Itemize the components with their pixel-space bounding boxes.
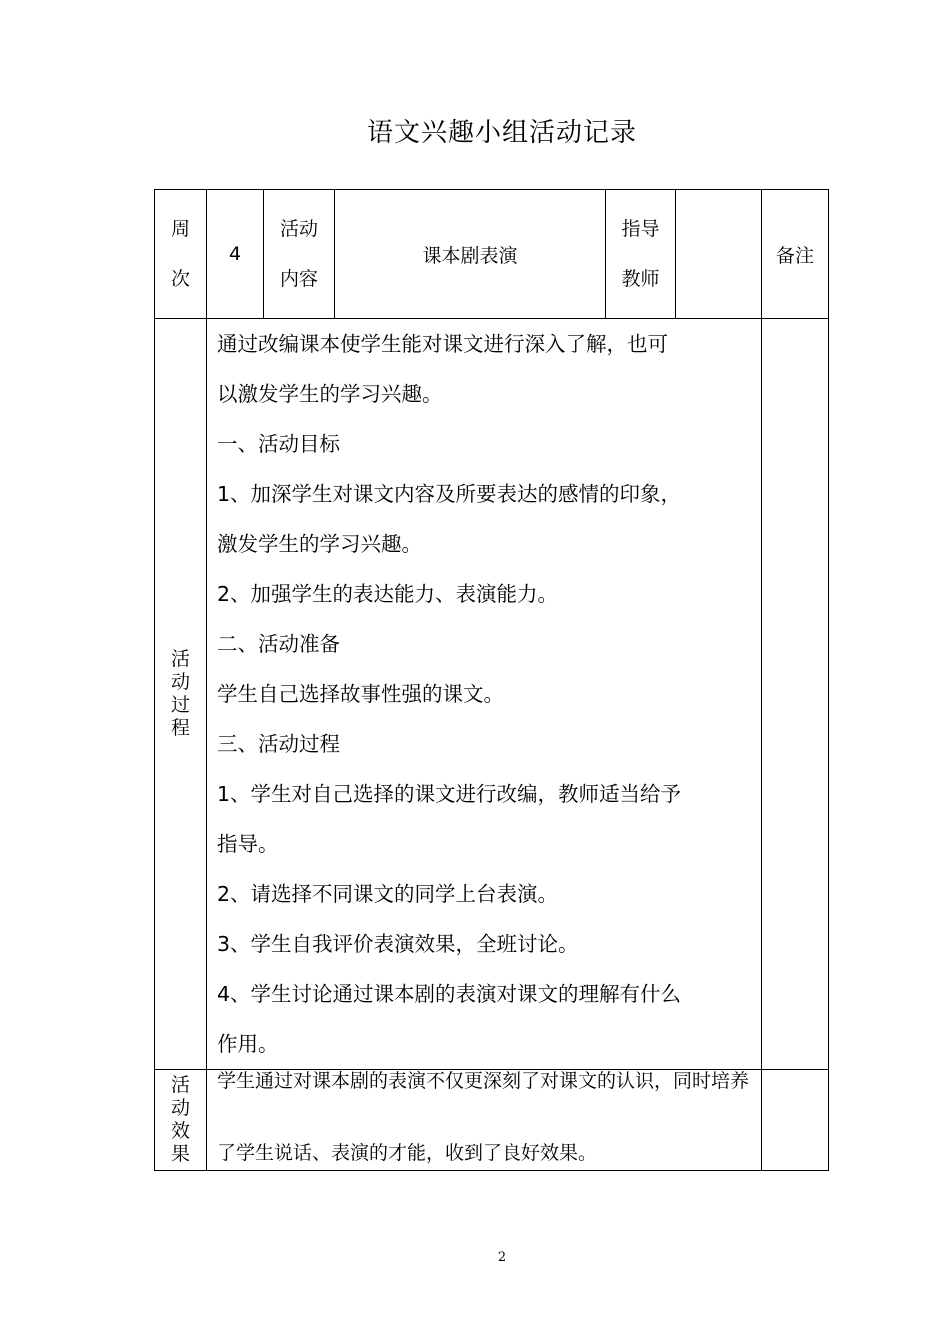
content-label-line1: 活动: [279, 218, 318, 240]
process-label-char: 动: [170, 671, 190, 693]
teacher-value-cell: [676, 190, 762, 319]
process-line: 通过改编课本使学生能对课文进行深入了解，也可: [217, 332, 668, 356]
process-line: 2、请选择不同课文的同学上台表演。: [217, 882, 559, 906]
effect-label-char: 活: [170, 1074, 190, 1096]
content-label-line2: 内容: [279, 268, 318, 290]
process-content-cell: [207, 319, 762, 1070]
remarks-label-cell: [762, 190, 829, 319]
process-label-cell: [155, 319, 207, 1070]
effect-label-char: 效: [170, 1120, 190, 1142]
process-label-char: 程: [170, 717, 190, 739]
effect-label-char: 果: [170, 1143, 190, 1165]
process-line: 指导。: [217, 832, 279, 856]
process-line: 三、活动过程: [217, 732, 340, 756]
teacher-label-line2: 教师: [621, 268, 660, 290]
header-row: [155, 190, 829, 319]
activity-record-table: [154, 189, 829, 1171]
content-value-cell: [335, 190, 606, 319]
process-line: 以激发学生的学习兴趣。: [217, 382, 443, 406]
process-line: 一、活动目标: [217, 432, 340, 456]
week-label-cell: [155, 190, 207, 319]
teacher-label-line1: 指导: [621, 218, 660, 240]
effect-row: [155, 1070, 829, 1171]
week-label-line1: 周: [170, 218, 190, 240]
process-row: [155, 319, 829, 1070]
effect-remarks-cell: [762, 1070, 829, 1171]
document-title: 语文兴趣小组活动记录: [366, 118, 637, 148]
teacher-label-cell: [606, 190, 676, 319]
process-label-char: 活: [170, 648, 190, 670]
effect-line: 了学生说话、表演的才能，收到了良好效果。: [217, 1142, 598, 1164]
effect-label-char: 动: [170, 1097, 190, 1119]
process-line: 3、学生自我评价表演效果，全班讨论。: [217, 932, 579, 956]
process-line: 作用。: [217, 1032, 279, 1056]
process-line: 1、加深学生对课文内容及所要表达的感情的印象，: [217, 482, 682, 506]
process-remarks-cell: [762, 319, 829, 1070]
content-value: 课本剧表演: [422, 244, 518, 267]
remarks-label: 备注: [775, 244, 814, 267]
page-number: 2: [497, 1250, 507, 1265]
process-line: 学生自己选择故事性强的课文。: [217, 682, 504, 706]
process-label-char: 过: [170, 694, 190, 716]
effect-label-cell: [155, 1070, 207, 1171]
process-line: 激发学生的学习兴趣。: [217, 532, 422, 556]
process-line: 二、活动准备: [217, 632, 340, 656]
process-line: 1、学生对自己选择的课文进行改编，教师适当给予: [217, 782, 682, 806]
content-label-cell: [264, 190, 335, 319]
week-label-line2: 次: [170, 268, 190, 290]
process-line: 2、加强学生的表达能力、表演能力。: [217, 582, 559, 606]
week-value-cell: [207, 190, 264, 319]
process-line: 4、学生讨论通过课本剧的表演对课文的理解有什么: [217, 982, 682, 1006]
effect-line: 学生通过对课本剧的表演不仅更深刻了对课文的认识，同时培养: [217, 1070, 750, 1092]
week-value: 4: [228, 243, 242, 265]
effect-content-cell: [207, 1070, 762, 1171]
